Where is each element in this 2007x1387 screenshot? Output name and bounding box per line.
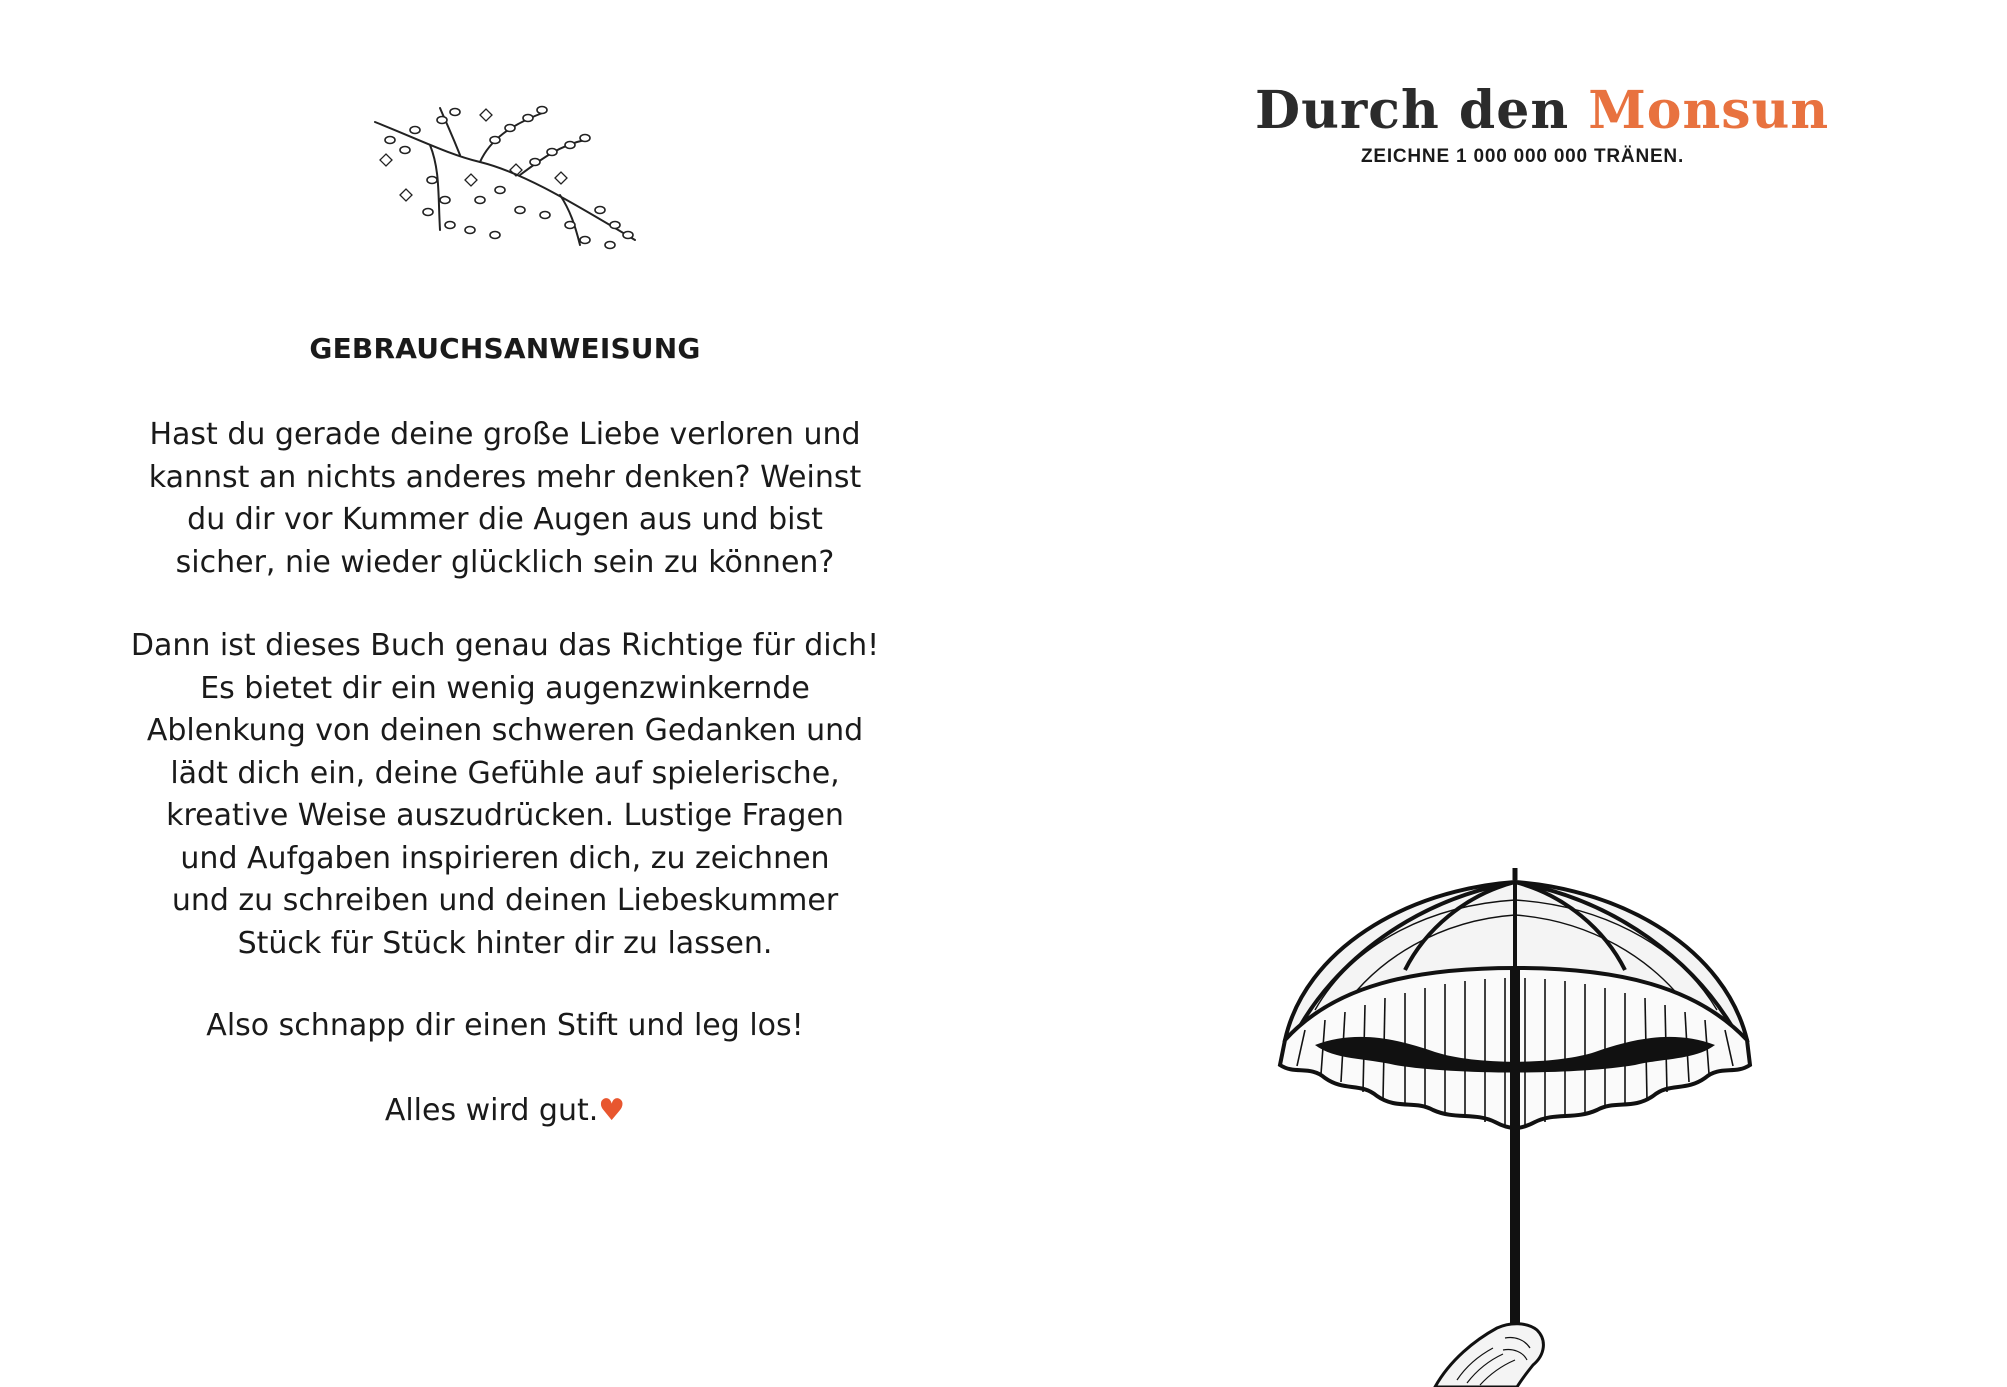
logo-title-part-1: Durch den [1255,80,1570,141]
text-line: und zu schreiben und deinen Liebeskummer [171,883,839,918]
call-to-action: Also schnapp dir einen Stift und leg los! [206,1008,804,1043]
heart-icon: ♥ [598,1093,626,1128]
left-page [0,0,1000,1387]
text-line: Es bietet dir ein wenig augenzwinkernde [200,670,810,706]
umbrella-illustration [1235,860,1815,1387]
text-line: Hast du gerade deine große Liebe verloren und [149,417,861,452]
branch-illustration [370,100,650,260]
text-line: Dann ist dieses Buch genau das Richtige für dich! [130,628,880,663]
text-line: kreative Weise auszudrücken. Lustige Fragen [166,798,844,833]
book-logo-subtitle: ZEICHNE 1 000 000 000 TRÄNEN. [1360,146,1685,167]
text-line: lädt dich ein, deine Gefühle auf spielerische, [170,755,840,791]
closing-text: Alles wird gut. [384,1093,599,1128]
right-page [1000,0,2007,1387]
text-line: Ablenkung von deinen schweren Gedanken und [146,713,864,748]
text-line: Stück für Stück hinter dir zu lassen. [237,925,773,961]
text-line: und Aufgaben inspirieren dich, zu zeichnen [180,840,830,876]
closing-line [0,1090,1010,1133]
description-paragraph [0,625,1010,965]
text-line: sicher, nie wieder glücklich sein zu können? [175,544,835,580]
intro-paragraph [0,414,1010,584]
text-line: du dir vor Kummer die Augen aus und bist [187,502,823,537]
book-logo-title [1255,80,1830,141]
text-line: kannst an nichts anderes mehr denken? Weinst [148,459,862,495]
logo-title-part-2: Monsun [1588,80,1830,141]
instructions-title: GEBRAUCHSANWEISUNG [309,332,701,365]
